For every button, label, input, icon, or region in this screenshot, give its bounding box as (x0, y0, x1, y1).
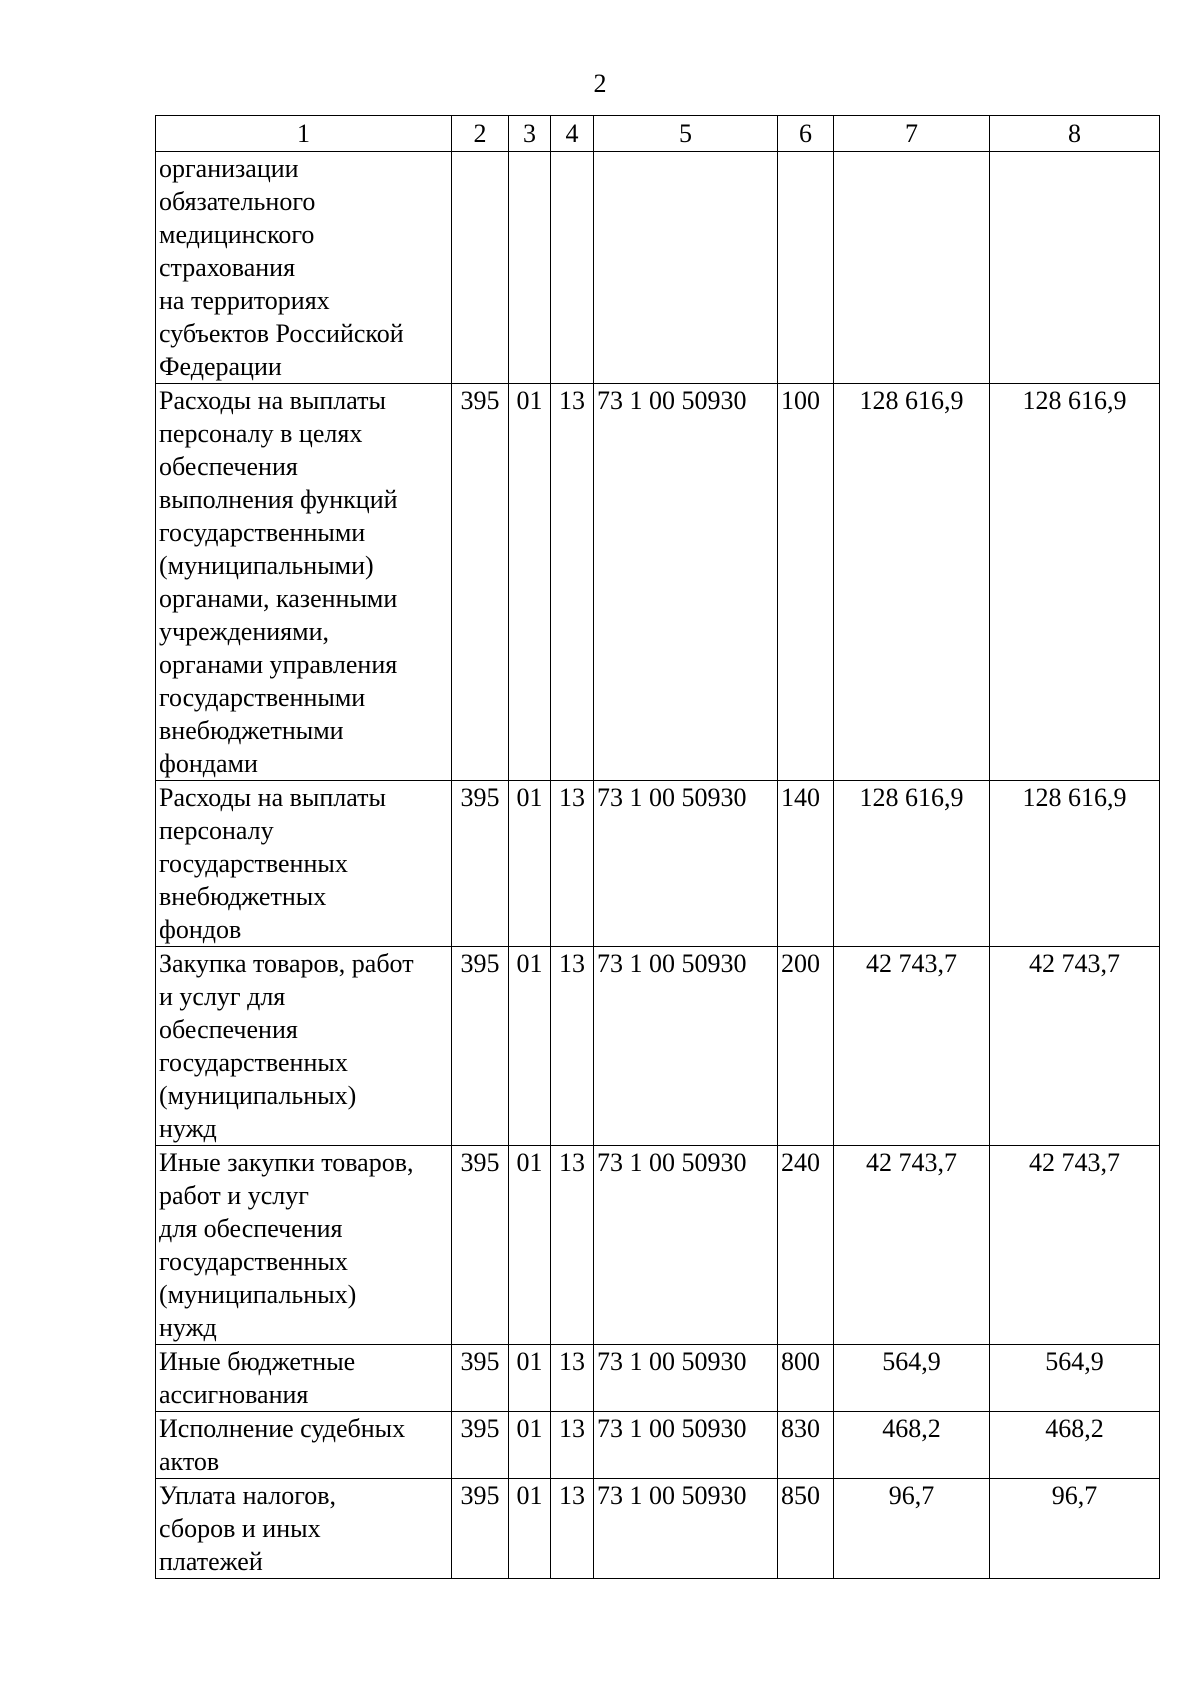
subsection-code-cell: 13 (551, 1146, 594, 1345)
row-name-line: фондов (159, 915, 242, 944)
row-name-line: (муниципальными) (159, 551, 374, 580)
row-name-line: организации (159, 154, 299, 183)
row-name-line: и услуг для (159, 982, 286, 1011)
amount-cell-2: 96,7 (990, 1479, 1160, 1579)
amount-cell-1: 468,2 (834, 1412, 990, 1479)
target-article-cell (594, 152, 778, 384)
amount-cell-1: 96,7 (834, 1479, 990, 1579)
target-article-cell: 73 1 00 50930 (594, 1345, 778, 1412)
row-name-line: работ и услуг (159, 1181, 309, 1210)
table-row (156, 1345, 1160, 1412)
row-name-line: внебюджетных (159, 882, 327, 911)
budget-table (155, 115, 1160, 1579)
row-name-cell (156, 1412, 452, 1479)
row-name-line: (муниципальных) (159, 1081, 357, 1110)
subsection-code-cell: 13 (551, 781, 594, 947)
expense-type-cell: 800 (778, 1345, 834, 1412)
subsection-code-cell: 13 (551, 947, 594, 1146)
row-name-line: государственными (159, 683, 366, 712)
expense-type-cell: 830 (778, 1412, 834, 1479)
row-name-line: государственных (159, 1247, 348, 1276)
expense-type-cell: 850 (778, 1479, 834, 1579)
amount-cell-1: 128 616,9 (834, 781, 990, 947)
gov-code-cell: 395 (452, 384, 509, 781)
row-name-line: для обеспечения (159, 1214, 343, 1243)
row-name-line: Иные бюджетные (159, 1347, 356, 1376)
row-name-line: персоналу (159, 816, 274, 845)
section-code-cell: 01 (509, 1146, 551, 1345)
header-cell-8: 8 (990, 116, 1160, 152)
section-code-cell: 01 (509, 781, 551, 947)
row-name-line: Федерации (159, 352, 282, 381)
header-cell-2: 2 (452, 116, 509, 152)
amount-cell-1: 42 743,7 (834, 1146, 990, 1345)
gov-code-cell (452, 152, 509, 384)
subsection-code-cell: 13 (551, 384, 594, 781)
page-number: 2 (593, 69, 607, 98)
target-article-cell: 73 1 00 50930 (594, 781, 778, 947)
amount-cell-1 (834, 152, 990, 384)
row-name-line: ассигнования (159, 1380, 309, 1409)
table-row (156, 152, 1160, 384)
row-name-line: сборов и иных (159, 1514, 321, 1543)
row-name-line: Расходы на выплаты (159, 386, 386, 415)
section-code-cell: 01 (509, 384, 551, 781)
row-name-cell (156, 1345, 452, 1412)
expense-type-cell (778, 152, 834, 384)
row-name-line: медицинского (159, 220, 315, 249)
subsection-code-cell: 13 (551, 1345, 594, 1412)
amount-cell-2: 468,2 (990, 1412, 1160, 1479)
amount-cell-2 (990, 152, 1160, 384)
row-name-line: субъектов Российской (159, 319, 404, 348)
section-code-cell (509, 152, 551, 384)
section-code-cell: 01 (509, 1412, 551, 1479)
row-name-cell (156, 152, 452, 384)
row-name-line: актов (159, 1447, 220, 1476)
amount-cell-1: 564,9 (834, 1345, 990, 1412)
row-name-line: на территориях (159, 286, 330, 315)
row-name-line: органами, казенными (159, 584, 398, 613)
header-cell-1: 1 (156, 116, 452, 152)
expense-type-cell: 200 (778, 947, 834, 1146)
header-cell-4: 4 (551, 116, 594, 152)
section-code-cell: 01 (509, 1345, 551, 1412)
table-body (156, 152, 1160, 1579)
table-row (156, 1146, 1160, 1345)
row-name-cell (156, 1479, 452, 1579)
target-article-cell: 73 1 00 50930 (594, 1412, 778, 1479)
amount-cell-1: 42 743,7 (834, 947, 990, 1146)
row-name-line: Уплата налогов, (159, 1481, 337, 1510)
table-row (156, 1479, 1160, 1579)
row-name-line: Расходы на выплаты (159, 783, 386, 812)
row-name-line: государственных (159, 1048, 348, 1077)
row-name-line: платежей (159, 1547, 263, 1576)
gov-code-cell: 395 (452, 1479, 509, 1579)
row-name-line: государственных (159, 849, 348, 878)
gov-code-cell: 395 (452, 1345, 509, 1412)
row-name-line: выполнения функций (159, 485, 398, 514)
expense-type-cell: 240 (778, 1146, 834, 1345)
amount-cell-2: 42 743,7 (990, 1146, 1160, 1345)
row-name-line: (муниципальных) (159, 1280, 357, 1309)
row-name-line: обеспечения (159, 452, 298, 481)
row-name-line: государственными (159, 518, 366, 547)
section-code-cell: 01 (509, 1479, 551, 1579)
table-row (156, 781, 1160, 947)
section-code-cell: 01 (509, 947, 551, 1146)
row-name-line: Иные закупки товаров, (159, 1148, 414, 1177)
row-name-line: обязательного (159, 187, 316, 216)
table-header (156, 116, 1160, 152)
row-name-cell (156, 947, 452, 1146)
row-name-line: нужд (159, 1114, 217, 1143)
target-article-cell: 73 1 00 50930 (594, 384, 778, 781)
gov-code-cell: 395 (452, 947, 509, 1146)
subsection-code-cell: 13 (551, 1412, 594, 1479)
row-name-line: фондами (159, 749, 258, 778)
gov-code-cell: 395 (452, 1146, 509, 1345)
row-name-line: внебюджетными (159, 716, 344, 745)
subsection-code-cell (551, 152, 594, 384)
header-cell-5: 5 (594, 116, 778, 152)
expense-type-cell: 100 (778, 384, 834, 781)
target-article-cell: 73 1 00 50930 (594, 947, 778, 1146)
header-cell-6: 6 (778, 116, 834, 152)
row-name-line: персоналу в целях (159, 419, 363, 448)
header-cell-3: 3 (509, 116, 551, 152)
row-name-line: Исполнение судебных (159, 1414, 406, 1443)
amount-cell-2: 42 743,7 (990, 947, 1160, 1146)
table-row (156, 947, 1160, 1146)
row-name-line: страхования (159, 253, 296, 282)
row-name-cell (156, 781, 452, 947)
row-name-line: учреждениями, (159, 617, 330, 646)
table-row (156, 384, 1160, 781)
amount-cell-1: 128 616,9 (834, 384, 990, 781)
header-row (156, 116, 1160, 152)
amount-cell-2: 128 616,9 (990, 781, 1160, 947)
target-article-cell: 73 1 00 50930 (594, 1146, 778, 1345)
amount-cell-2: 564,9 (990, 1345, 1160, 1412)
target-article-cell: 73 1 00 50930 (594, 1479, 778, 1579)
expense-type-cell: 140 (778, 781, 834, 947)
row-name-line: органами управления (159, 650, 398, 679)
row-name-line: Закупка товаров, работ (159, 949, 414, 978)
row-name-line: обеспечения (159, 1015, 298, 1044)
row-name-line: нужд (159, 1313, 217, 1342)
row-name-cell (156, 384, 452, 781)
header-cell-7: 7 (834, 116, 990, 152)
gov-code-cell: 395 (452, 1412, 509, 1479)
subsection-code-cell: 13 (551, 1479, 594, 1579)
gov-code-cell: 395 (452, 781, 509, 947)
amount-cell-2: 128 616,9 (990, 384, 1160, 781)
table-row (156, 1412, 1160, 1479)
row-name-cell (156, 1146, 452, 1345)
